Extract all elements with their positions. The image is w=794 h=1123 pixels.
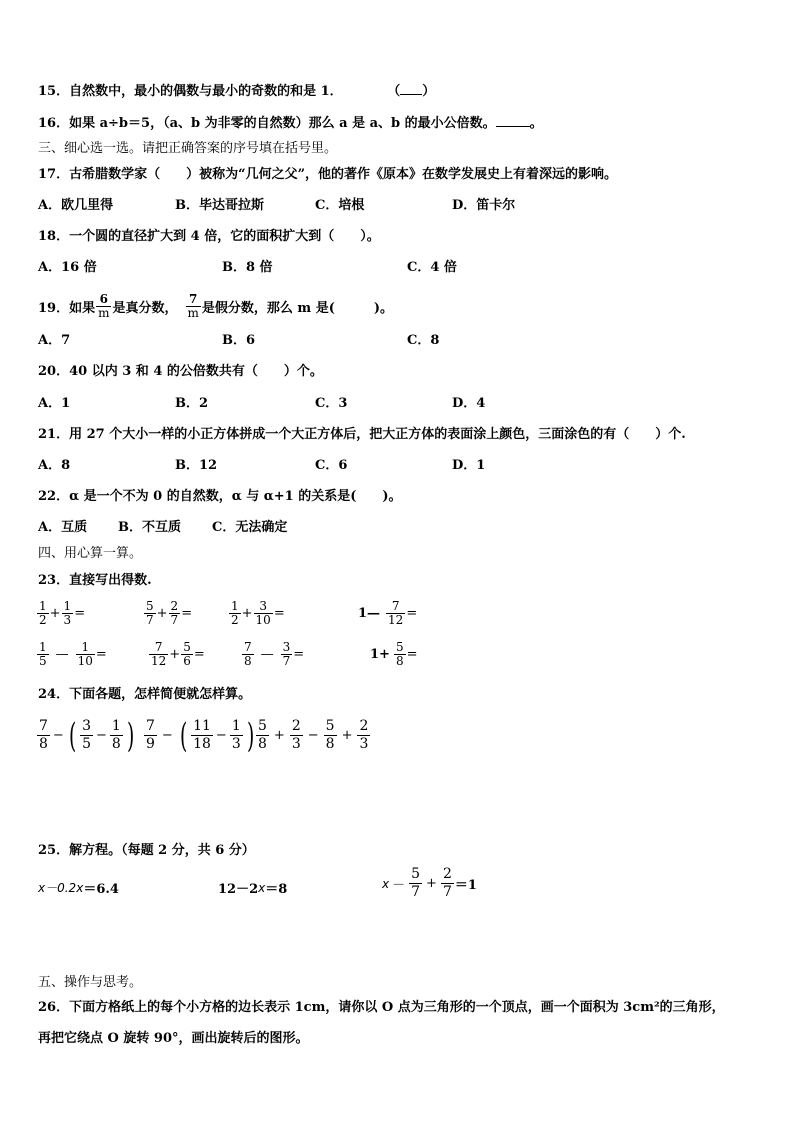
question-26-line-1: 26．下面方格纸上的每个小方格的边长表示 1cm，请你以 O 点为三角形的一个顶点，画一个面积为 3cm²的三角形， — [38, 1000, 725, 1015]
answer-blank[interactable] — [496, 114, 530, 127]
expression: $\frac{1}{2}$ + $\frac{3}{10}$ = — [231, 599, 285, 627]
question-17: 17．古希腊数学家（ ）被称为“几何之父”，他的著作《原本》在数学发展史上有着深远的影响。 — [38, 167, 618, 182]
expression: $\frac{7}{9}$ − ( $\frac{11}{18}$ − $\frac{1}{3}$ ) — [146, 715, 255, 756]
expression: $\frac{5}{8}$ + $\frac{2}{3}$ − $\frac{5}{8}$ + $\frac{2}{3}$ — [258, 718, 369, 752]
expression: $\frac{7}{8}$ − ( $\frac{3}{5}$ − $\frac{1}{8}$ ) — [39, 715, 135, 756]
expression: $\frac{5}{7}$ + $\frac{2}{7}$ = — [146, 599, 193, 627]
question-25: 25．解方程。（每题 2 分，共 6 分） — [38, 843, 255, 858]
equation: x －0.2 x ＝6.4 — [38, 880, 119, 897]
question-21: 21．用 27 个大小一样的小正方体拼成一个大正方体后，把大正方体的表面涂上颜色，三面涂色的有（ ）个. — [38, 427, 686, 442]
question-24: 24．下面各题，怎样简便就怎样算。 — [38, 687, 252, 702]
question-16: 16．如果 a÷b＝5，（a、b 为非零的自然数）那么 a 是 a、b 的最小公倍数。 。 — [38, 116, 543, 131]
expression: $\frac{7}{8}$ — $\frac{3}{7}$ = — [244, 640, 305, 668]
q21-option-a[interactable]: A．8 — [38, 458, 71, 473]
question-23: 23．直接写出得数. — [38, 573, 152, 588]
q19-option-b[interactable]: B．6 — [222, 333, 256, 348]
equation: 12－2 x ＝8 — [218, 880, 288, 897]
q20-option-c[interactable]: C．3 — [315, 396, 348, 411]
section-5-heading: 五、操作与思考。 — [38, 975, 143, 990]
section-4-heading: 四、用心算一算。 — [38, 546, 143, 561]
q18-option-b[interactable]: B．8 倍 — [222, 260, 273, 275]
section-3-heading: 三、细心选一选。请把正确答案的序号填在括号里。 — [38, 141, 338, 156]
question-19: 19．如果 $\frac{6}{m}$ 是真分数， $\frac{7}{m}$ 是假分数，那么 m 是( )。 — [38, 291, 393, 320]
q18-option-a[interactable]: A．16 倍 — [38, 260, 97, 275]
q20-option-d[interactable]: D．4 — [452, 396, 486, 411]
question-22: 22．α 是一个不为 0 的自然数，α 与 α+1 的关系是( )。 — [38, 489, 402, 504]
question-18: 18．一个圆的直径扩大到 4 倍，它的面积扩大到（ ）。 — [38, 229, 380, 244]
expression: $\frac{1}{5}$ — $\frac{1}{10}$ = — [39, 640, 107, 668]
q22-option-a[interactable]: A．互质 — [38, 520, 88, 535]
q17-option-c[interactable]: C．培根 — [315, 198, 365, 213]
q17-option-b[interactable]: B．毕达哥拉斯 — [175, 198, 264, 213]
question-26-line-2: 再把它绕点 O 旋转 90°，画出旋转后的图形。 — [38, 1031, 309, 1046]
q19-option-c[interactable]: C．8 — [407, 333, 440, 348]
q22-option-c[interactable]: C．无法确定 — [212, 520, 288, 535]
fraction: $\frac{7}{m}$ — [187, 291, 199, 320]
expression: 1+ $\frac{5}{8}$ = — [370, 640, 418, 668]
q21-option-d[interactable]: D．1 — [452, 458, 486, 473]
expression: $\frac{1}{2}$ + $\frac{1}{3}$ = — [39, 599, 86, 627]
q20-option-a[interactable]: A．1 — [38, 396, 71, 411]
q22-option-b[interactable]: B．不互质 — [118, 520, 181, 535]
answer-blank[interactable] — [400, 82, 422, 95]
fraction: $\frac{6}{m}$ — [98, 291, 110, 320]
q21-option-b[interactable]: B．12 — [175, 458, 218, 473]
q17-option-a[interactable]: A．欧几里得 — [38, 198, 114, 213]
equation: x － $\frac{5}{7}$ + $\frac{2}{7}$ ＝1 — [382, 866, 477, 900]
q20-option-b[interactable]: B．2 — [175, 396, 209, 411]
q18-option-c[interactable]: C．4 倍 — [407, 260, 457, 275]
question-15: 15．自然数中，最小的偶数与最小的奇数的和是 1． （ ） — [38, 84, 436, 99]
q21-option-c[interactable]: C．6 — [315, 458, 348, 473]
expression: $\frac{7}{12}$ + $\frac{5}{6}$ = — [151, 640, 205, 668]
expression: 1— $\frac{7}{12}$ = — [358, 599, 418, 627]
q19-option-a[interactable]: A．7 — [38, 333, 71, 348]
question-20: 20．40 以内 3 和 4 的公倍数共有（ ）个。 — [38, 364, 323, 379]
q17-option-d[interactable]: D．笛卡尔 — [452, 198, 516, 213]
